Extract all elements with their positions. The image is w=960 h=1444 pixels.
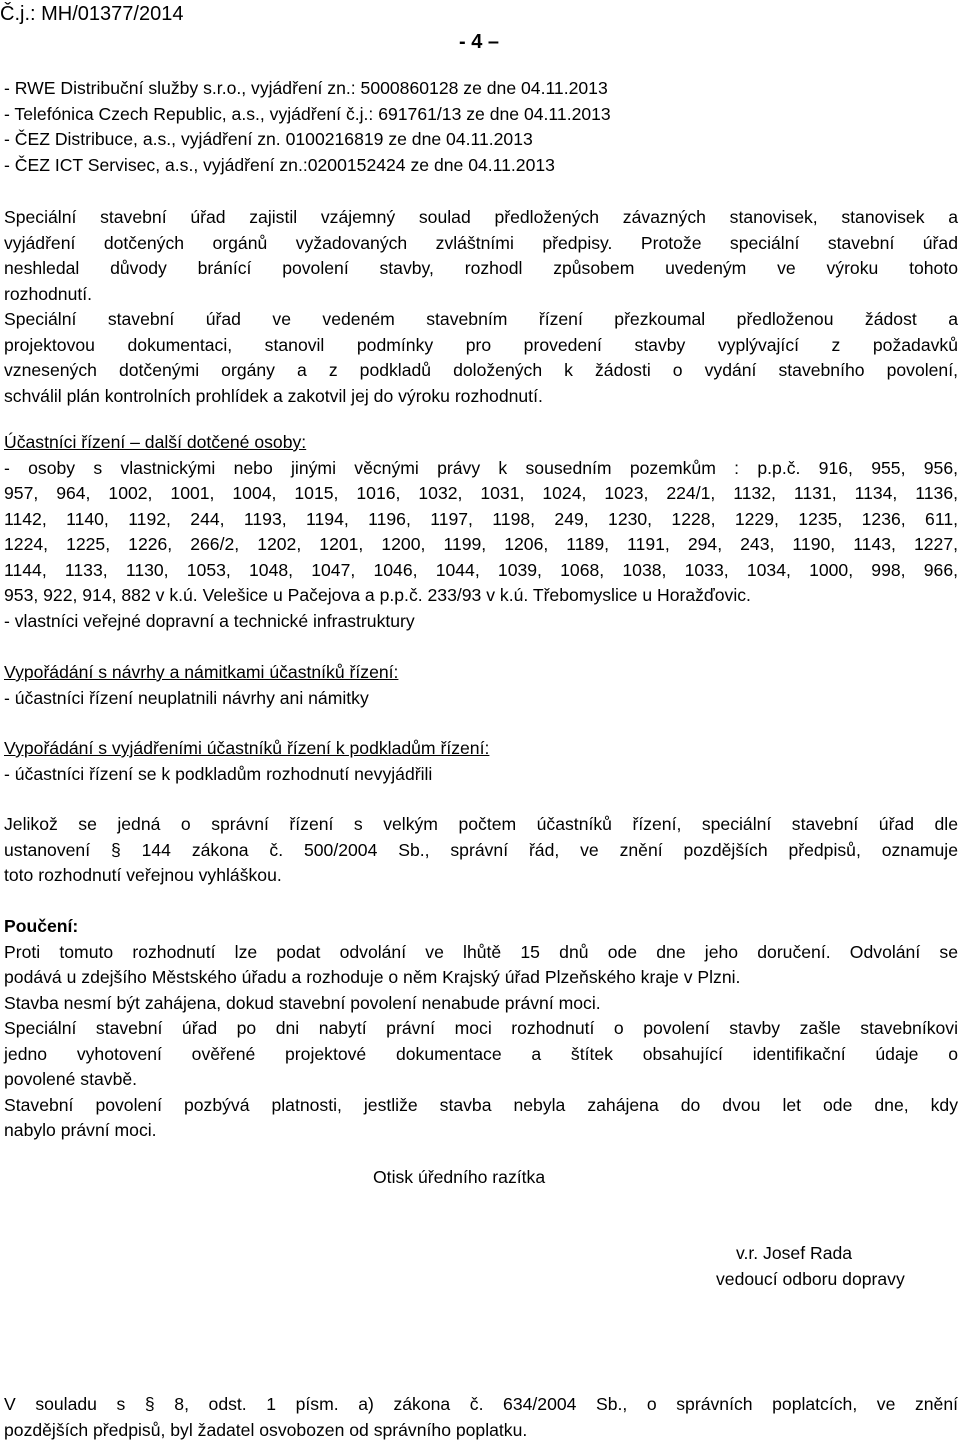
text-line: toto rozhodnutí veřejnou vyhláškou. bbox=[4, 865, 282, 885]
text-line: Speciální stavební úřad zajistil vzájemný soulad předložených závazných stanovisek, stanovisek a bbox=[4, 207, 958, 227]
text-line: schválil plán kontrolních prohlídek a zakotvil jej do výroku rozhodnutí. bbox=[4, 385, 543, 406]
text-line: ustanovení § 144 zákona č. 500/2004 Sb., správní řád, ve znění pozdějších předpisů, oznamuje bbox=[4, 839, 958, 860]
opinion-item: - ČEZ Distribuce, a.s., vyjádření zn. 0100216819 ze dne 04.11.2013 bbox=[4, 129, 533, 149]
text-line: Speciální stavební úřad ve vedeném stavebním řízení přezkoumal předloženou žádost a bbox=[4, 309, 958, 329]
opinion-item: - Telefónica Czech Republic, a.s., vyjádření č.j.: 691761/13 ze dne 04.11.2013 bbox=[4, 103, 611, 124]
proposals-text: - účastníci řízení neuplatnili návrhy ani námitky bbox=[4, 687, 369, 708]
text-line: 953, 922, 914, 882 v k.ú. Velešice u Pačejova a p.p.č. 233/93 v k.ú. Třebomyslice u Horažďovic. bbox=[4, 585, 751, 605]
text-line: pozdějších předpisů, byl žadatel osvobozen od správního poplatku. bbox=[4, 1419, 528, 1440]
proposals-heading: Vypořádání s návrhy a námitkami účastníků řízení: bbox=[4, 662, 399, 682]
text-line: povolené stavbě. bbox=[4, 1069, 138, 1089]
instruction-heading: Poučení: bbox=[4, 916, 79, 936]
text-line: vyjádření dotčených orgánů vyžadovaných zvláštními předpisy. Protože speciální stavební úřad bbox=[4, 232, 958, 253]
text-line: Stavební povolení pozbývá platnosti, jestliže stavba nebyla zahájena do dvou let ode dne, kdy bbox=[4, 1094, 958, 1115]
text-line: projektovou dokumentaci, stanovil podmínky pro provedení stavby vyplývající z požadavků bbox=[4, 334, 958, 355]
text-line: Speciální stavební úřad po dni nabytí právní moci rozhodnutí o povolení stavby zašle stavebníkovi bbox=[4, 1018, 958, 1038]
text-line: Proti tomuto rozhodnutí lze podat odvolání ve lhůtě 15 dnů ode dne jeho doručení. Odvolání se bbox=[4, 941, 958, 962]
participants-section bbox=[4, 430, 958, 634]
text-line: jedno vyhotovení ověřené projektové dokumentace a štítek obsahující identifikační údaje o bbox=[4, 1043, 958, 1064]
opinion-item: - RWE Distribuční služby s.r.o., vyjádření zn.: 5000860128 ze dne 04.11.2013 bbox=[4, 78, 608, 98]
statements-section bbox=[4, 736, 958, 787]
page-number: - 4 – bbox=[459, 31, 500, 53]
text-line: 1224, 1225, 1226, 266/2, 1202, 1201, 1200, 1199, 1206, 1189, 1191, 294, 243, 1190, 1143, 1227, bbox=[4, 534, 958, 554]
statements-heading: Vypořádání s vyjádřeními účastníků řízení k podkladům řízení: bbox=[4, 738, 490, 758]
text-line: Jelikož se jedná o správní řízení s velkým počtem účastníků řízení, speciální stavební úřad dle bbox=[4, 814, 958, 834]
signatory-position: vedoucí odboru dopravy bbox=[716, 1268, 905, 1289]
public-notice-paragraph bbox=[4, 812, 958, 889]
stamp-placeholder: Otisk úředního razítka bbox=[373, 1167, 546, 1187]
text-line: - osoby s vlastnickými nebo jinými věcnými právy k sousedním pozemkům : p.p.č. 916, 955, 956, bbox=[4, 457, 958, 478]
text-line: 1144, 1133, 1130, 1053, 1048, 1047, 1046, 1044, 1039, 1068, 1038, 1033, 1034, 1000, 998, 966, bbox=[4, 559, 958, 580]
fee-note-paragraph bbox=[4, 1392, 958, 1443]
reference-number: Č.j.: MH/01377/2014 bbox=[0, 3, 184, 25]
text-line: neshledal důvody bránící povolení stavby, rozhodl způsobem uvedeným ve výroku tohoto bbox=[4, 258, 958, 278]
statements-text: - účastníci řízení se k podkladům rozhodnutí nevyjádřili bbox=[4, 763, 433, 784]
text-line: V souladu s § 8, odst. 1 písm. a) zákona č. 634/2004 Sb., o správních poplatcích, ve znění bbox=[4, 1394, 958, 1414]
proposals-section bbox=[4, 660, 958, 711]
text-line: 957, 964, 1002, 1001, 1004, 1015, 1016, 1032, 1031, 1024, 1023, 224/1, 1132, 1131, 1134, 1136, bbox=[4, 483, 958, 503]
text-line: nabylo právní moci. bbox=[4, 1120, 157, 1140]
signature-block bbox=[716, 1241, 956, 1292]
signatory-name: v.r. Josef Rada bbox=[736, 1243, 853, 1263]
harmony-paragraph bbox=[4, 205, 958, 409]
text-line: - vlastníci veřejné dopravní a technické infrastruktury bbox=[4, 610, 415, 631]
text-line: 1142, 1140, 1192, 244, 1193, 1194, 1196, 1197, 1198, 249, 1230, 1228, 1229, 1235, 1236, 611, bbox=[4, 508, 958, 529]
opinion-item: - ČEZ ICT Servisec, a.s., vyjádření zn.:0200152424 ze dne 04.11.2013 bbox=[4, 154, 555, 175]
text-line: podává u zdejšího Městského úřadu a rozhoduje o něm Krajský úřad Plzeňského kraje v Plzni. bbox=[4, 967, 741, 987]
opinions-list bbox=[4, 76, 958, 178]
text-line: Stavba nesmí být zahájena, dokud stavební povolení nenabude právní moci. bbox=[4, 992, 601, 1013]
instruction-section bbox=[4, 914, 958, 1144]
text-line: rozhodnutí. bbox=[4, 283, 93, 304]
text-line: vznesených dotčenými orgány a z podkladů doložených k žádosti o vydání stavebního povolení, bbox=[4, 360, 958, 380]
participants-heading: Účastníci řízení – další dotčené osoby: bbox=[4, 432, 307, 452]
